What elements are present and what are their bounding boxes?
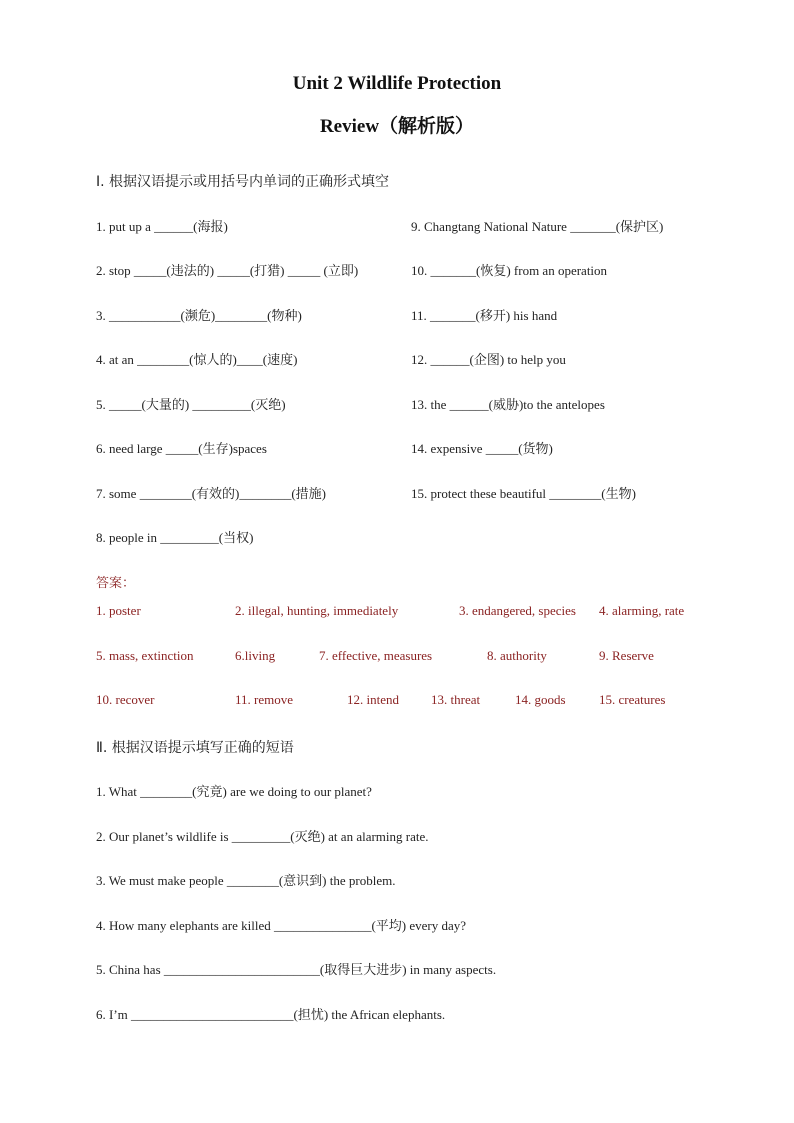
- exercise-item: 12. ______(企图) to help you: [411, 352, 566, 367]
- exercise-item: 13. the ______(威胁)to the antelopes: [411, 397, 605, 412]
- exercise-item: 7. some ________(有效的)________(措施): [96, 486, 327, 501]
- answer-item: 14. goods: [515, 692, 566, 707]
- exercise-item: 10. _______(恢复) from an operation: [411, 263, 608, 278]
- answer-item: 4. alarming, rate: [599, 603, 685, 618]
- exercise-item: 14. expensive _____(货物): [411, 441, 553, 456]
- exercise-item: 15. protect these beautiful ________(生物): [411, 486, 636, 501]
- section-1-heading: Ⅰ. 根据汉语提示或用括号内单词的正确形式填空: [96, 174, 390, 190]
- answer-item: 1. poster: [96, 603, 141, 618]
- exercise-item: 5. _____(大量的) _________(灭绝): [96, 397, 286, 412]
- exercise-item: 5. China has ________________________(取得巨大进步) in many aspects.: [96, 962, 497, 977]
- exercise-item: 3. We must make people ________(意识到) the problem.: [96, 873, 396, 888]
- answer-item: 6.living: [235, 648, 276, 663]
- answer-item: 3. endangered, species: [459, 603, 576, 618]
- answer-item: 9. Reserve: [599, 648, 654, 663]
- answer-item: 13. threat: [431, 692, 481, 707]
- exercise-item: 9. Changtang National Nature _______(保护区): [411, 219, 664, 234]
- exercise-item: 6. I’m _________________________(担忧) the African elephants.: [96, 1007, 446, 1022]
- exercise-item: 11. _______(移开) his hand: [411, 308, 558, 323]
- exercise-item: 4. How many elephants are killed _______________(平均) every day?: [96, 918, 467, 933]
- exercise-item: 2. stop _____(违法的) _____(打猎) _____ (立即): [96, 263, 359, 278]
- answers-label: 答案：: [96, 576, 136, 591]
- answer-item: 2. illegal, hunting, immediately: [235, 603, 399, 618]
- document-title: Unit 2 Wildlife Protection: [292, 73, 502, 94]
- answer-item: 11. remove: [235, 692, 293, 707]
- section-2-heading: Ⅱ. 根据汉语提示填写正确的短语: [96, 740, 294, 756]
- exercise-item: 3. ___________(濒危)________(物种): [96, 308, 302, 323]
- answer-item: 5. mass, extinction: [96, 648, 194, 663]
- exercise-item: 8. people in _________(当权): [96, 530, 254, 545]
- exercise-item: 2. Our planet’s wildlife is _________(灭绝) at an alarming rate.: [96, 829, 429, 844]
- answer-item: 8. authority: [487, 648, 547, 663]
- exercise-item: 4. at an ________(惊人的)____(速度): [96, 352, 298, 367]
- exercise-item: 1. What ________(究竟) are we doing to our planet?: [96, 784, 372, 799]
- document-subtitle: Review（解析版）: [319, 116, 475, 137]
- answer-item: 15. creatures: [599, 692, 666, 707]
- answer-item: 7. effective, measures: [319, 648, 433, 663]
- exercise-item: 1. put up a ______(海报): [96, 219, 228, 234]
- answer-item: 10. recover: [96, 692, 155, 707]
- answer-item: 12. intend: [347, 692, 399, 707]
- exercise-item: 6. need large _____(生存)spaces: [96, 441, 267, 456]
